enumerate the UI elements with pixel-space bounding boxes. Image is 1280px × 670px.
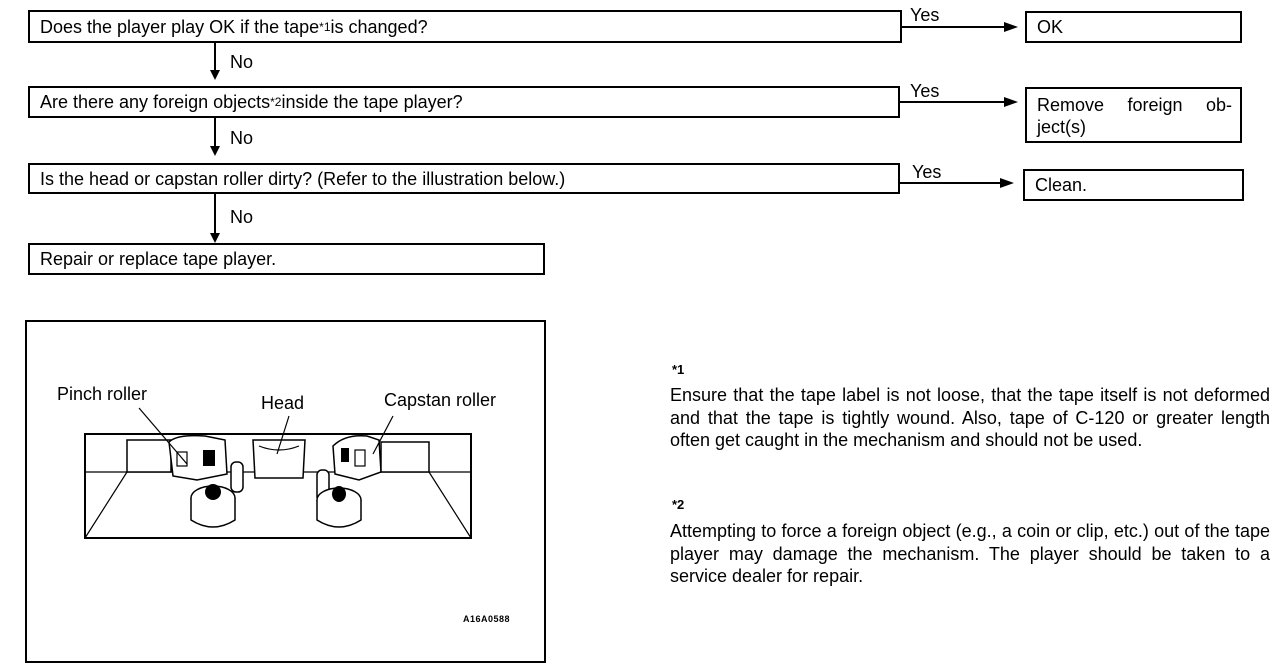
no-label-3: No — [230, 207, 254, 227]
result-ok-text: OK — [1037, 17, 1064, 37]
question-tape-changed: Does the player play OK if the tape *1 is changed? — [28, 10, 902, 43]
result-ok — [1025, 11, 1242, 43]
figure-code: A16A0588 — [463, 614, 511, 624]
tape-mechanism-illustration — [25, 320, 546, 663]
question-foreign-objects: Are there any foreign objects *2 inside the tape player? — [28, 86, 900, 118]
action-repair-replace — [28, 243, 545, 275]
head-label: Head — [261, 393, 305, 413]
question-head-dirty — [28, 163, 900, 194]
result-clean — [1023, 169, 1244, 201]
result-remove-text: Remove foreign ob- ject(s) — [1037, 95, 1232, 137]
question-2-text: Are there any foreign objects — [40, 92, 271, 112]
tape-mechanism-drawing — [27, 322, 544, 661]
yes-label-1: Yes — [910, 5, 940, 25]
yes-label-3: Yes — [912, 162, 942, 182]
result-clean-text: Clean. — [1035, 175, 1088, 195]
question-1-text-end: is changed? — [330, 16, 428, 37]
question-3-text: Is the head or capstan roller dirty? (Refer to the illustration below.) — [40, 168, 566, 189]
result-remove-objects — [1025, 87, 1242, 143]
no-label-1: No — [230, 52, 254, 72]
question-1-text: Does the player play OK if the tape — [40, 16, 320, 37]
yes-label-2: Yes — [910, 81, 940, 101]
footnote-2-text: Attempting to force a foreign object (e.g., a coin or clip, etc.) out of the tape player may damage the mechanism. The player should be taken to a service dealer for repair. — [670, 521, 1270, 586]
footnote-1-text: Ensure that the tape label is not loose, that the tape itself is not deformed and that the tape is tightly wound. Also, tape of C-120 or greater length often get caught in the mechanism and should not be used. — [670, 385, 1270, 450]
capstan-roller-label: Capstan roller — [384, 390, 497, 410]
pinch-roller-label: Pinch roller — [57, 384, 148, 404]
action-text: Repair or replace tape player. — [40, 249, 277, 269]
no-label-2: No — [230, 128, 254, 148]
footnote-1-mark: *1 — [672, 362, 685, 377]
question-2-text-end: inside the tape player? — [281, 92, 463, 112]
footnote-2-mark: *2 — [672, 497, 685, 512]
